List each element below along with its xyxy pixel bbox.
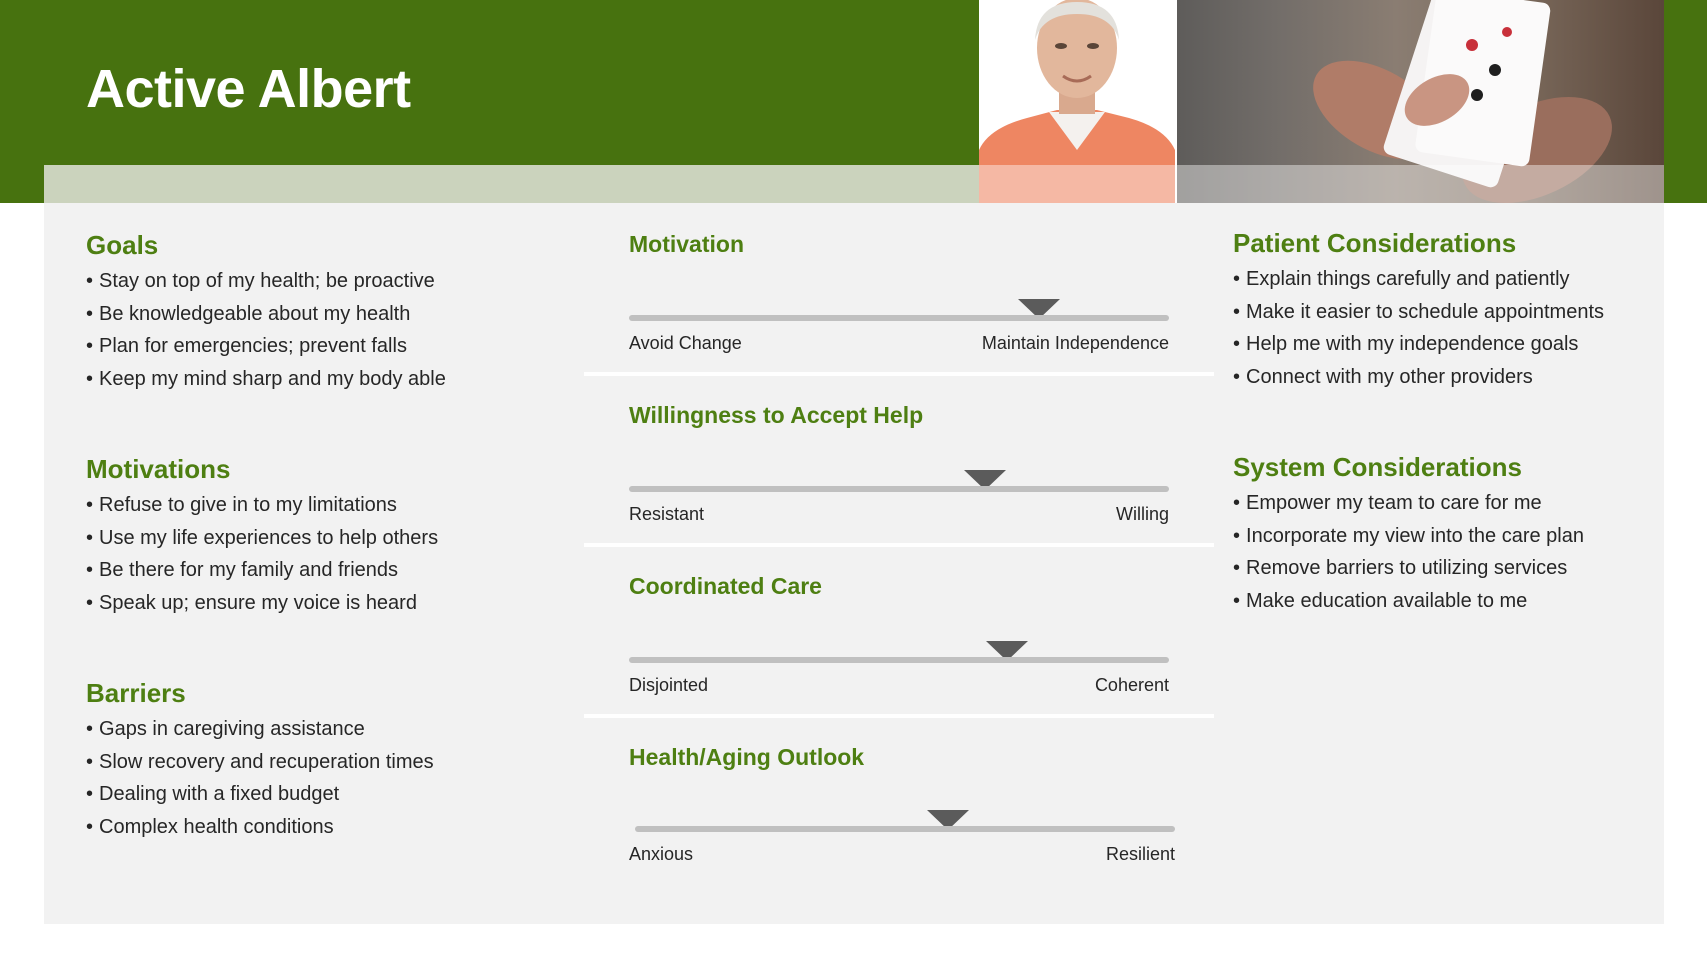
scale-right-label: Coherent [1094,675,1169,695]
barriers-heading: Barriers [86,678,186,708]
goals-heading: Goals [86,230,159,260]
patient-considerations-list [1233,263,1604,393]
list-item: • Be there for my family and friends [86,554,438,587]
scale-left-label: Avoid Change [629,333,742,353]
persona-title: Active Albert [86,59,411,119]
header-strip [44,165,979,203]
patient-considerations-heading: Patient Considerations [1233,228,1517,258]
scale-health-outlook [584,744,1210,894]
scale-track [629,657,1169,663]
list-item: • Gaps in caregiving assistance [86,713,434,746]
scale-right-label: Resilient [1105,844,1175,864]
list-item: • Stay on top of my health; be proactive [86,265,446,298]
content-panel [44,203,1664,924]
scale-divider [584,372,1214,376]
scale-left-label: Resistant [629,504,705,524]
list-item: • Incorporate my view into the care plan [1233,520,1584,553]
list-item: • Refuse to give in to my limitations [86,489,438,522]
list-item: • Keep my mind sharp and my body able [86,363,446,396]
scale-divider [584,714,1214,718]
list-item: • Remove barriers to utilizing services [1233,552,1584,585]
scale-track [629,315,1169,321]
list-item: • Be knowledgeable about my health [86,298,446,331]
motivations-heading: Motivations [86,454,231,484]
scale-right-label: Willing [1115,504,1169,524]
scale-right-label: Maintain Independence [981,333,1169,353]
scale-title: Health/Aging Outlook [629,744,865,770]
scale-divider [584,543,1214,547]
scale-title: Coordinated Care [629,573,822,599]
list-item: • Make it easier to schedule appointments [1233,296,1604,329]
scale-left-label: Disjointed [629,675,709,695]
list-item: • Empower my team to care for me [1233,487,1584,520]
scale-willingness [584,402,1210,552]
list-item: • Plan for emergencies; prevent falls [86,330,446,363]
scale-coordinated-care [584,573,1210,723]
scale-motivation [584,231,1210,381]
scale-left-label: Anxious [629,844,694,864]
list-item: • Speak up; ensure my voice is heard [86,587,438,620]
goals-list [86,265,446,395]
scale-title: Motivation [629,231,744,257]
list-item: • Make education available to me [1233,585,1584,618]
list-item: • Help me with my independence goals [1233,328,1604,361]
list-item: • Connect with my other providers [1233,361,1604,394]
scale-track [635,826,1175,832]
scale-track [629,486,1169,492]
list-item: • Slow recovery and recuperation times [86,746,434,779]
system-considerations-heading: System Considerations [1233,452,1522,482]
list-item: • Explain things carefully and patiently [1233,263,1604,296]
list-item: • Dealing with a fixed budget [86,778,434,811]
photo-fade-strip [979,165,1664,203]
scale-title: Willingness to Accept Help [629,402,924,428]
motivations-list [86,489,438,619]
list-item: • Complex health conditions [86,811,434,844]
system-considerations-list [1233,487,1584,617]
barriers-list [86,713,434,843]
list-item: • Use my life experiences to help others [86,522,438,555]
